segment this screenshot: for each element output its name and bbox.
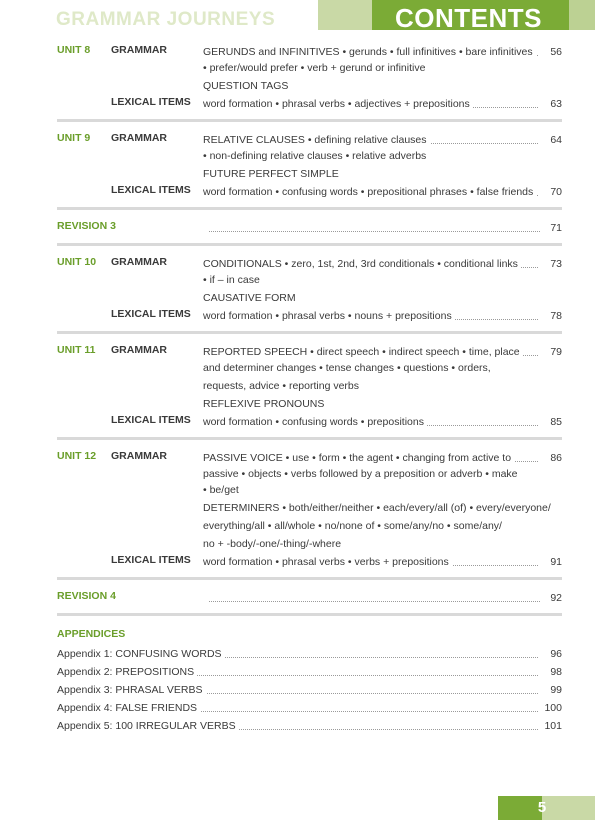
dot-leader	[209, 231, 540, 232]
topic-text: word formation • phrasal verbs • nouns + prepositions	[203, 310, 455, 322]
topic-text: word formation • phrasal verbs • verbs + prepositions	[203, 556, 452, 568]
revision-section	[57, 590, 562, 613]
grammar-row	[57, 256, 562, 306]
topic-text: GERUNDS and INFINITIVES • gerunds • full infinitives • bare infinitives	[203, 46, 536, 58]
book-brand: GRAMMAR JOURNEYS	[56, 9, 276, 30]
topic-text: PASSIVE VOICE • use • form • the agent • changing from active to	[203, 452, 514, 464]
topic-text: RELATIVE CLAUSES • defining relative clauses	[203, 134, 430, 146]
header-band-light	[318, 0, 372, 30]
page-number: 5	[537, 799, 547, 816]
topic-text: word formation • phrasal verbs • adjectives + prepositions	[203, 98, 473, 110]
grammar-label: GRAMMAR	[111, 344, 167, 356]
topic-line	[203, 272, 532, 288]
appendix-item	[57, 682, 562, 700]
unit-label: UNIT 9	[57, 132, 91, 144]
topic-line	[203, 518, 532, 534]
page-header	[0, 0, 595, 33]
topic-text: • non-defining relative clauses • relative adverbs	[203, 150, 429, 162]
topic-line	[203, 554, 532, 570]
topic-line	[203, 132, 532, 148]
appendix-item	[57, 664, 562, 682]
revision-row	[57, 220, 562, 236]
topic-text: everything/all • all/whole • no/none of • some/any/no • some/any/	[203, 520, 505, 532]
page-ref: 70	[550, 186, 562, 198]
topic-line	[203, 308, 532, 324]
appendices-title: APPENDICES	[57, 628, 126, 640]
lexical-label: LEXICAL ITEMS	[111, 414, 191, 426]
topic-text: word formation • confusing words • prepositions	[203, 416, 427, 428]
appendix-label: Appendix 5: 100 IRREGULAR VERBS	[57, 720, 239, 732]
revision-label: REVISION 4	[57, 590, 116, 602]
grammar-topics	[203, 44, 532, 94]
topic-text: no + -body/-one/-thing/-where	[203, 538, 344, 550]
unit-label: UNIT 10	[57, 256, 97, 268]
page-ref: 85	[550, 416, 562, 428]
unit-label: UNIT 12	[57, 450, 97, 462]
topic-text: QUESTION TAGS	[203, 80, 291, 92]
dot-leader	[209, 601, 540, 602]
lexical-topics	[203, 308, 532, 324]
topic-text: REPORTED SPEECH • direct speech • indirect speech • time, place	[203, 346, 523, 358]
page-ref: 86	[550, 452, 562, 464]
appendix-label: Appendix 1: CONFUSING WORDS	[57, 648, 225, 660]
grammar-topics	[203, 132, 532, 182]
topic-line	[203, 536, 532, 552]
unit-section	[57, 44, 562, 119]
appendix-item	[57, 646, 562, 664]
section-divider	[57, 207, 562, 210]
grammar-row	[57, 344, 562, 412]
topic-text: passive • objects • verbs followed by a preposition or adverb • make	[203, 468, 521, 480]
page-ref: 101	[544, 720, 562, 732]
topic-line	[203, 44, 532, 60]
appendices-section	[57, 626, 562, 736]
topic-line	[203, 96, 532, 112]
appendix-item	[57, 700, 562, 718]
topic-line	[203, 500, 551, 516]
topic-line	[203, 78, 532, 94]
lexical-label: LEXICAL ITEMS	[111, 554, 191, 566]
unit-section	[57, 450, 562, 577]
lexical-row	[57, 308, 562, 324]
section-divider	[57, 437, 562, 440]
page-ref: 63	[550, 98, 562, 110]
page-ref: 78	[550, 310, 562, 322]
unit-section	[57, 132, 562, 207]
grammar-label: GRAMMAR	[111, 256, 167, 268]
topic-line	[203, 360, 532, 376]
topic-text: DETERMINERS • both/either/neither • each/every/all (of) • every/everyone/	[203, 502, 554, 514]
page-ref: 73	[550, 258, 562, 270]
page-ref: 100	[544, 702, 562, 714]
unit-section	[57, 256, 562, 331]
lexical-label: LEXICAL ITEMS	[111, 308, 191, 320]
page-ref: 64	[550, 134, 562, 146]
unit-label: UNIT 8	[57, 44, 91, 56]
section-divider	[57, 331, 562, 334]
appendix-item	[57, 718, 562, 736]
topic-text: requests, advice • reporting verbs	[203, 380, 362, 392]
page-ref: 96	[550, 648, 562, 660]
topic-text: CONDITIONALS • zero, 1st, 2nd, 3rd conditionals • conditional links	[203, 258, 521, 270]
grammar-topics	[203, 450, 551, 552]
lexical-topics	[203, 184, 532, 200]
section-divider	[57, 577, 562, 580]
revision-row	[57, 590, 562, 606]
lexical-row	[57, 554, 562, 570]
appendix-label: Appendix 2: PREPOSITIONS	[57, 666, 197, 678]
lexical-row	[57, 414, 562, 430]
grammar-row	[57, 450, 562, 552]
topic-text: FUTURE PERFECT SIMPLE	[203, 168, 342, 180]
grammar-label: GRAMMAR	[111, 450, 167, 462]
table-of-contents	[57, 44, 562, 736]
topic-line	[203, 184, 532, 200]
grammar-row	[57, 44, 562, 94]
unit-label: UNIT 11	[57, 344, 96, 356]
lexical-label: LEXICAL ITEMS	[111, 96, 191, 108]
page-ref: 71	[550, 222, 562, 234]
header-corner-strip	[569, 0, 595, 30]
appendix-label: Appendix 3: PHRASAL VERBS	[57, 684, 206, 696]
grammar-topics	[203, 344, 532, 412]
topic-text: REFLEXIVE PRONOUNS	[203, 398, 327, 410]
topic-text: CAUSATIVE FORM	[203, 292, 299, 304]
topic-line	[203, 290, 532, 306]
topic-text: • if – in case	[203, 274, 263, 286]
page-ref: 98	[550, 666, 562, 678]
page-ref: 79	[550, 346, 562, 358]
lexical-row	[57, 184, 562, 200]
lexical-topics	[203, 96, 532, 112]
topic-line	[203, 378, 532, 394]
section-divider	[57, 613, 562, 616]
revision-label: REVISION 3	[57, 220, 116, 232]
lexical-topics	[203, 554, 532, 570]
grammar-label: GRAMMAR	[111, 44, 167, 56]
page-ref: 91	[550, 556, 562, 568]
topic-line	[203, 466, 532, 482]
topic-line	[203, 450, 532, 466]
page-ref: 99	[550, 684, 562, 696]
grammar-topics	[203, 256, 532, 306]
topic-line	[203, 60, 532, 76]
topic-text: • prefer/would prefer • verb + gerund or infinitive	[203, 62, 428, 74]
lexical-row	[57, 96, 562, 112]
revision-section	[57, 220, 562, 243]
topic-line	[203, 396, 532, 412]
grammar-row	[57, 132, 562, 182]
topic-text: word formation • confusing words • prepositional phrases • false friends	[203, 186, 536, 198]
lexical-topics	[203, 414, 532, 430]
topic-line	[203, 256, 532, 272]
topic-line	[203, 414, 532, 430]
page-ref: 56	[550, 46, 562, 58]
lexical-label: LEXICAL ITEMS	[111, 184, 191, 196]
section-divider	[57, 119, 562, 122]
topic-line	[203, 148, 532, 164]
topic-line	[203, 166, 532, 182]
topic-text: and determiner changes • tense changes • questions • orders,	[203, 362, 494, 374]
grammar-label: GRAMMAR	[111, 132, 167, 144]
topic-line	[203, 344, 532, 360]
topic-text: • be/get	[203, 484, 242, 496]
page-title: CONTENTS	[395, 3, 542, 33]
topic-line	[203, 482, 532, 498]
page-ref: 92	[550, 592, 562, 604]
appendix-label: Appendix 4: FALSE FRIENDS	[57, 702, 200, 714]
unit-section	[57, 344, 562, 437]
section-divider	[57, 243, 562, 246]
